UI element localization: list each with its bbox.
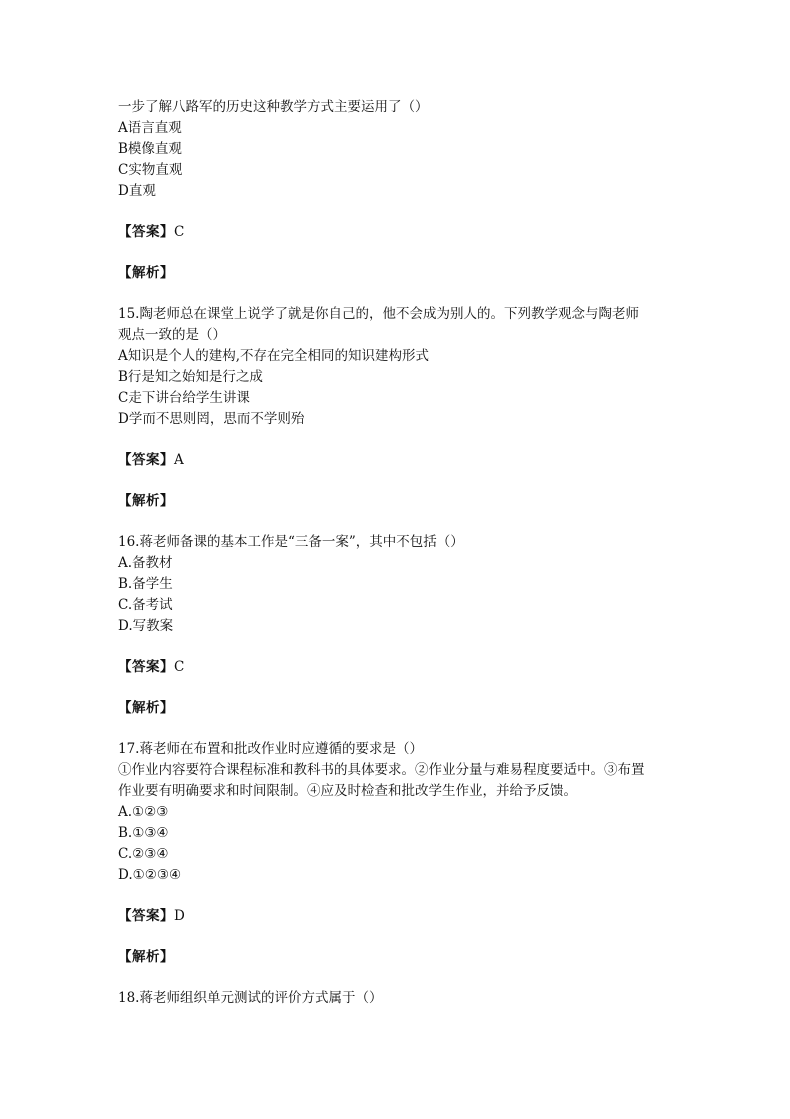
question-16 <box>118 532 678 719</box>
answer-label: 【答案】 <box>118 224 174 240</box>
question-stem-line-1: 15.陶老师总在课堂上说学了就是你自己的，他不会成为别人的。下列教学观念与陶老师 <box>118 306 639 322</box>
question-17 <box>118 739 678 968</box>
question-18 <box>118 988 678 1009</box>
answer-value: D <box>174 908 185 924</box>
option-c: C.②③④ <box>118 846 169 862</box>
question-body-line-1: ①作业内容要符合课程标准和教科书的具体要求。②作业分量与难易程度要适中。③布置 <box>118 762 645 778</box>
answer-label: 【答案】 <box>118 908 174 924</box>
option-a: A知识是个人的建构,不存在完全相同的知识建构形式 <box>118 348 430 364</box>
analysis-label: 【解析】 <box>118 700 174 716</box>
option-d: D.写教案 <box>118 618 174 634</box>
analysis-label: 【解析】 <box>118 265 174 281</box>
question-body-line-2: 作业要有明确要求和时间限制。④应及时检查和批改学生作业，并给予反馈。 <box>118 783 577 799</box>
option-b: B模像直观 <box>118 141 182 157</box>
option-b: B.备学生 <box>118 576 173 592</box>
option-a: A.①②③ <box>118 804 169 820</box>
exam-document <box>118 97 678 1009</box>
option-b: B行是知之始知是行之成 <box>118 369 263 385</box>
question-stem: 一步了解八路军的历史这种教学方式主要运用了（） <box>118 99 429 115</box>
answer-line <box>118 906 678 927</box>
option-a: A.备教材 <box>118 555 173 571</box>
question-14 <box>118 97 678 284</box>
option-c: C走下讲台给学生讲课 <box>118 390 250 406</box>
answer-line <box>118 657 678 678</box>
answer-value: A <box>174 452 184 468</box>
answer-line <box>118 450 678 471</box>
question-15 <box>118 304 678 512</box>
analysis-label: 【解析】 <box>118 949 174 965</box>
option-c: C实物直观 <box>118 162 183 178</box>
answer-line <box>118 222 678 243</box>
answer-label: 【答案】 <box>118 452 174 468</box>
answer-value: C <box>174 659 185 675</box>
question-stem: 16.蒋老师备课的基本工作是“三备一案”，其中不包括（） <box>118 534 464 550</box>
option-d: D.①②③④ <box>118 867 182 883</box>
option-d: D学而不思则罔，思而不学则殆 <box>118 411 305 427</box>
analysis-label: 【解析】 <box>118 493 174 509</box>
option-d: D直观 <box>118 183 156 199</box>
option-c: C.备考试 <box>118 597 173 613</box>
question-stem: 18.蒋老师组织单元测试的评价方式属于（） <box>118 990 383 1006</box>
option-b: B.①③④ <box>118 825 169 841</box>
option-a: A语言直观 <box>118 120 182 136</box>
answer-label: 【答案】 <box>118 659 174 675</box>
question-stem-line-2: 观点一致的是（） <box>118 327 226 343</box>
answer-value: C <box>174 224 185 240</box>
question-stem: 17.蒋老师在布置和批改作业时应遵循的要求是（） <box>118 741 423 757</box>
